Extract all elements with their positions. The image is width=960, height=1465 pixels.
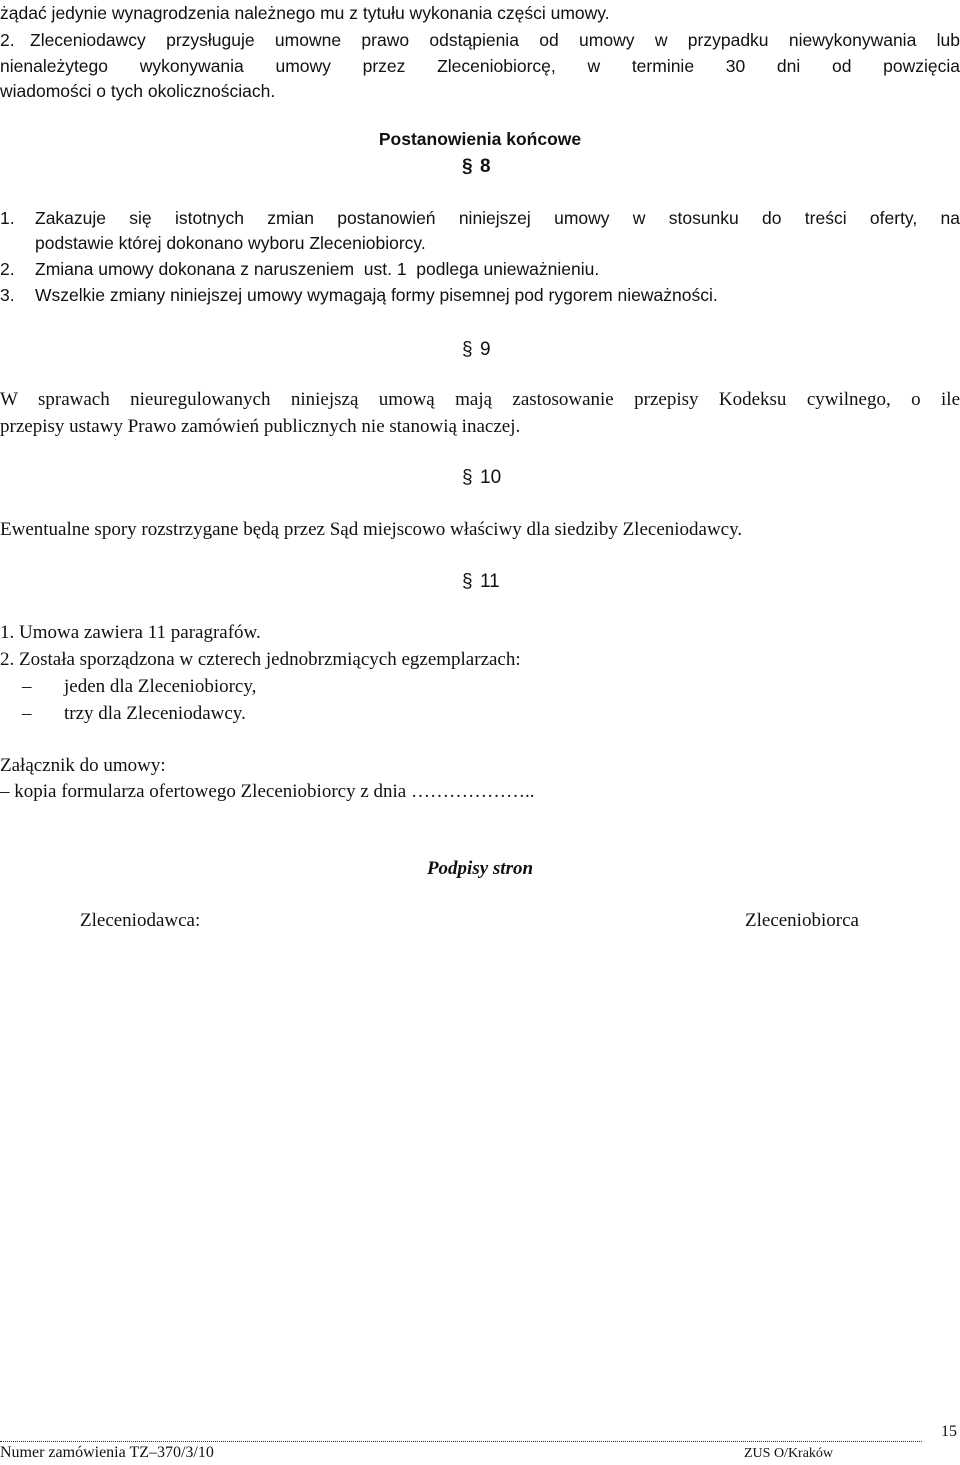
section-sign-icon: §	[462, 571, 473, 592]
text-line: przepisy ustawy Prawo zamówień publicznych nie stanowią inaczej.	[0, 416, 521, 437]
footer-divider	[0, 1441, 922, 1442]
text-line: Zmiana umowy dokonana z naruszeniem ust. 1 podlega unieważnieniu.	[35, 259, 600, 279]
list-number: 2.	[0, 259, 15, 279]
paragraph-number: 10	[480, 467, 502, 488]
dash-bullet-icon: –	[22, 676, 32, 697]
office-name: ZUS O/Kraków	[744, 1446, 834, 1461]
paragraph-number: 9	[480, 339, 491, 360]
signature-right-label: Zleceniobiorca	[745, 910, 859, 931]
section-heading: Postanowienia końcowe	[378, 129, 582, 149]
text-line: żądać jedynie wynagrodzenia należnego mu z tytułu wykonania części umowy.	[0, 3, 610, 23]
section-sign-icon: §	[462, 156, 473, 177]
section-sign-icon: §	[462, 339, 473, 360]
paragraph-number: 8	[480, 156, 491, 177]
text-line: nienależytego wykonywania umowy przez Zleceniobiorcę, w terminie 30 dni od powzięcia	[0, 56, 960, 76]
text-line: Wszelkie zmiany niniejszej umowy wymagają formy pisemnej pod rygorem nieważności.	[35, 285, 718, 305]
list-item: trzy dla Zleceniodawcy.	[64, 703, 246, 724]
text-line: W sprawach nieuregulowanych niniejszą umową mają zastosowanie przepisy Kodeksu cywilnego, o ile	[0, 389, 960, 410]
text-line: podstawie której dokonano wyboru Zleceniobiorcy.	[35, 233, 426, 253]
text-line: wiadomości o tych okolicznościach.	[0, 81, 276, 101]
paragraph-number-8	[462, 156, 522, 178]
page-number: 15	[941, 1423, 957, 1440]
list-number: 1.	[0, 208, 15, 228]
attachment-item: – kopia formularza ofertowego Zleceniobiorcy z dnia ………………..	[0, 781, 535, 802]
order-number: Numer zamówienia TZ–370/3/10	[0, 1444, 214, 1461]
list-number: 3.	[0, 285, 15, 305]
paragraph-number-10	[462, 467, 522, 489]
list-item: jeden dla Zleceniobiorcy,	[64, 676, 257, 697]
list-number: 2.	[0, 30, 15, 50]
text-line: Zakazuje się istotnych zmian postanowień niniejszej umowy w stosunku do treści oferty, na	[35, 208, 960, 228]
section-sign-icon: §	[462, 467, 473, 488]
dash-bullet-icon: –	[22, 703, 32, 724]
text-line: 2. Została sporządzona w czterech jednobrzmiących egzemplarzach:	[0, 649, 521, 670]
paragraph-number: 11	[480, 571, 500, 592]
signature-left-label: Zleceniodawca:	[80, 910, 201, 931]
signatures-heading: Podpisy stron	[426, 858, 534, 879]
text-line: 1. Umowa zawiera 11 paragrafów.	[0, 622, 261, 643]
text-line: Ewentualne spory rozstrzygane będą przez Sąd miejscowo właściwy dla siedziby Zleceniodawcy.	[0, 519, 743, 540]
text-line: Zleceniodawcy przysługuje umowne prawo odstąpienia od umowy w przypadku niewykonywania lub	[30, 30, 960, 50]
attachment-label: Załącznik do umowy:	[0, 755, 166, 776]
paragraph-number-9	[462, 339, 522, 361]
paragraph-number-11	[462, 571, 522, 593]
